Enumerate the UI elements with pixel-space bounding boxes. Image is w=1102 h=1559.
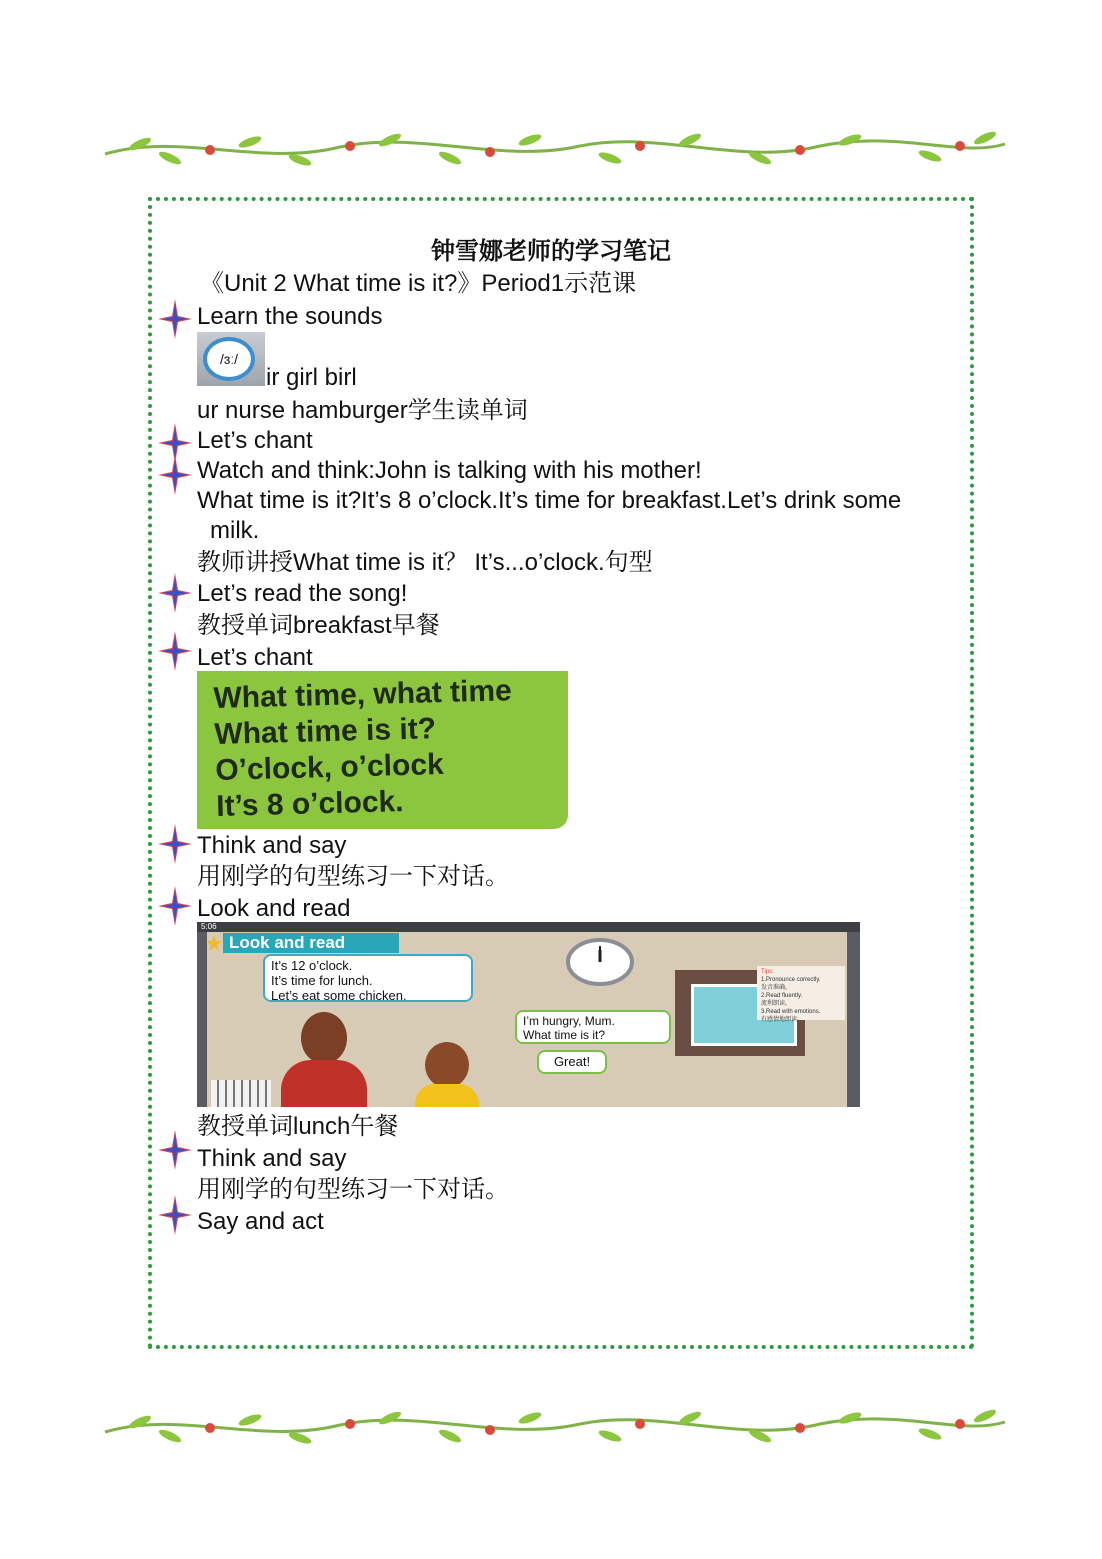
boy-figure: [407, 1042, 487, 1107]
dialog-line-1: What time is it?It’s 8 o’clock.It’s time for breakfast.Let’s drink some: [197, 487, 902, 514]
section-read-song: Let’s read the song!: [197, 580, 408, 607]
teach-lunch-prefix: 教授单词: [197, 1112, 293, 1140]
tip-line: 发音准确。: [761, 985, 792, 991]
teach-lunch-line: [197, 1111, 398, 1142]
practice-note-2: 用刚学的句型练习一下对话。: [197, 1175, 509, 1203]
sound-card: [197, 332, 265, 386]
page-title: 钟雪娜老师的学习笔记: [431, 236, 671, 265]
ur-words-line: [197, 395, 528, 426]
tip-line: 有感情地朗读。: [761, 1017, 804, 1023]
teach-breakfast-meaning: 早餐: [391, 611, 440, 639]
star-bullet-icon: [158, 886, 192, 926]
section-say-act: Say and act: [197, 1208, 324, 1235]
ur-words-note: 学生读单词: [407, 396, 528, 424]
look-read-banner: Look and read: [223, 933, 399, 953]
section-watch-think: Watch and think:John is talking with his mother!: [197, 457, 702, 484]
chant-line: O’clock, o’clock: [214, 747, 445, 787]
bubble-line: It’s 12 o’clock.: [271, 958, 353, 973]
teach-lunch-word: lunch: [293, 1113, 351, 1140]
chair-back: [211, 1080, 271, 1107]
chant-card: [197, 671, 568, 829]
section-look-read: Look and read: [197, 895, 351, 922]
vine-border-top-icon: [100, 122, 1010, 172]
speech-bubble-mum: [263, 954, 473, 1002]
wall-clock-icon: [565, 938, 635, 986]
star-bullet-icon: [158, 455, 192, 495]
bubble-line: I’m hungry, Mum.: [523, 1014, 615, 1028]
practice-note-1: 用刚学的句型练习一下对话。: [197, 862, 509, 890]
chant-line: It’s 8 o’clock.: [215, 785, 404, 823]
bubble-line: What time is it?: [523, 1028, 606, 1042]
section-learn-sounds: Learn the sounds: [197, 303, 383, 330]
tip-line: 3.Read with emotions.: [761, 1009, 821, 1015]
section-think-say-2: Think and say: [197, 1145, 347, 1172]
section-lets-chant-2: Let’s chant: [197, 644, 313, 671]
dialog-line-2: milk.: [210, 517, 260, 544]
speech-bubble-boy: [515, 1010, 671, 1044]
look-read-scene: [197, 922, 860, 1107]
teach-pattern-sentence: What time is it？ It’s...o’clock.: [293, 549, 605, 576]
tip-line: 流利朗读。: [761, 1001, 792, 1007]
teach-breakfast-prefix: 教授单词: [197, 611, 293, 639]
section-think-say-1: Think and say: [197, 832, 347, 859]
teach-breakfast-line: [197, 610, 440, 641]
sound-words: ir girl birl: [266, 364, 357, 391]
section-lets-chant-1: Let’s chant: [197, 427, 313, 454]
star-bullet-icon: [158, 824, 192, 864]
star-badge-icon: [205, 934, 223, 952]
star-bullet-icon: [158, 299, 192, 339]
bubble-line: Let’s eat some chicken.: [271, 988, 407, 1003]
speech-bubble-great: Great!: [537, 1050, 607, 1074]
tip-line: 2.Read fluently.: [761, 993, 803, 999]
vine-border-bottom-icon: [100, 1400, 1010, 1450]
ur-words: ur nurse hamburger: [197, 397, 408, 424]
teach-pattern-line: [197, 547, 653, 578]
teach-pattern-suffix: 句型: [604, 548, 653, 576]
tips-note: [757, 966, 845, 1023]
mother-figure: [271, 1012, 371, 1107]
star-bullet-icon: [158, 1130, 192, 1170]
star-bullet-icon: [158, 1195, 192, 1235]
tips-title: Tips:: [761, 969, 774, 975]
star-bullet-icon: [158, 631, 192, 671]
teach-pattern-prefix: 教师讲授: [197, 548, 293, 576]
tip-line: 1.Pronounce correctly.: [761, 977, 821, 983]
chant-line: What time is it?: [213, 712, 437, 751]
status-time: 5:06: [201, 922, 217, 931]
star-bullet-icon: [158, 573, 192, 613]
sound-symbol: /ɜː/: [203, 337, 255, 381]
teach-lunch-meaning: 午餐: [350, 1112, 399, 1140]
subtitle: 《Unit 2 What time is it?》Period1示范课: [200, 270, 637, 297]
teach-breakfast-word: breakfast: [293, 612, 392, 639]
tablet-status-bar: [197, 922, 860, 932]
bubble-line: It’s time for lunch.: [271, 973, 373, 988]
chant-line: What time, what time: [213, 674, 513, 715]
